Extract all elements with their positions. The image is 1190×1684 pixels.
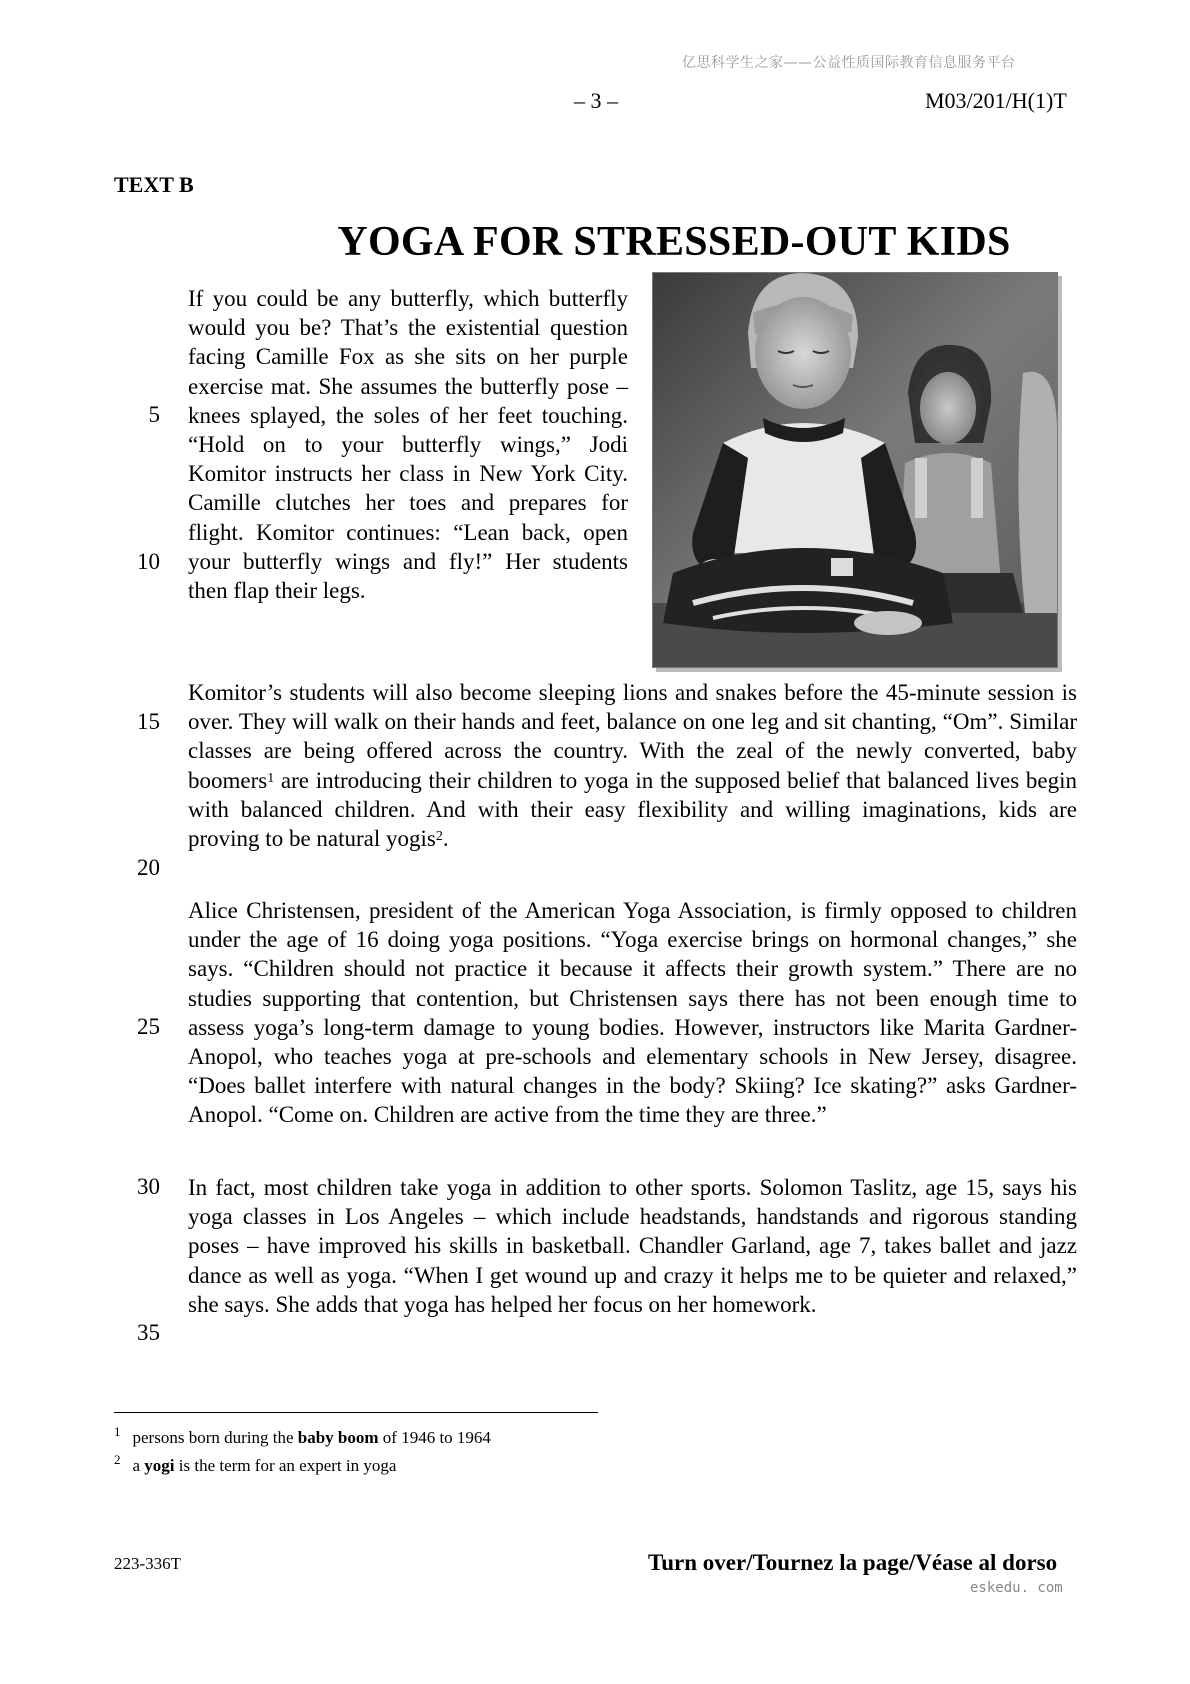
paragraph-2-part-c: . bbox=[442, 826, 449, 852]
paragraph-1: If you could be any butterfly, which butterfly would you be? That’s the existential question facing Camille Fox as she sits on her purple exercise mat. She assumes the butterfly pose – knees splayed, the soles of her feet touching. “Hold on to your butterfly wings,” Jodi Komitor instructs her class in New York City. Camille clutches her toes and prepares for flight. Komitor continues: “Lean back, open your butterfly wings and fly!” Her students then flap their legs. bbox=[188, 286, 628, 604]
paragraph-2-part-b: are introducing their children to yoga in the supposed belief that balanced lives begin with balanced children. And with their easy flexibility and willing imaginations, kids are proving to be natural yogis bbox=[188, 767, 1077, 852]
section-label: TEXT B bbox=[114, 172, 194, 197]
footnote-2-post: is the term for an expert in yoga bbox=[174, 1456, 397, 1475]
line-number-20: 20 bbox=[137, 855, 160, 880]
header-watermark: 亿思科学生之家——公益性质国际教育信息服务平台 bbox=[682, 55, 1016, 71]
footnote-1-marker: 1 bbox=[114, 1424, 121, 1439]
paragraph-4: In fact, most children take yoga in addition to other sports. Solomon Taslitz, age 15, says his yoga classes in Los Angeles – which include headstands, handstands and rigorous standing poses – have improved his skills in basketball. Chandler Garland, age 7, takes ballet and jazz dance as well as yoga. “When I get wound up and crazy it helps me to be quieter and relaxed,” she says. She adds that yoga has helped her focus on her homework. bbox=[188, 1175, 1077, 1317]
footnote-2-pre: a bbox=[132, 1456, 145, 1475]
paragraph-2-part-a: Komitor’s students will also become sleeping lions and snakes before the 45-minute session is over. They will walk on their hands and feet, balance on one leg and sit chanting, “Om”. Similar classes are being offered across the country. With the zeal of the newly converted, baby boomers bbox=[188, 680, 1077, 793]
footnote-ref-1: 1 bbox=[267, 770, 275, 786]
paragraph-3: Alice Christensen, president of the American Yoga Association, is firmly opposed to children under the age of 16 doing yoga positions. “Yoga exercise brings on hormonal changes,” she says. “Children should not practice it because it affects their growth system.” There are no studies supporting that contention, but Christensen says there has not been enough time to assess yoga’s long-term damage to young bodies. However, instructors like Marita Gardner-Anopol, who teaches yoga at pre-schools and elementary schools in New Jersey, disagree. “Does ballet interfere with natural changes in the body? Skiing? Ice skating?” asks Gardner-Anopol. “Come on. Children are active from the time they are three.” bbox=[188, 898, 1077, 1128]
footnote-2 bbox=[114, 1452, 397, 1476]
line-number-30: 30 bbox=[137, 1174, 160, 1199]
article-title-wrap bbox=[0, 218, 1190, 266]
footnote-1-term: baby boom bbox=[297, 1428, 379, 1447]
footer-watermark: eskedu. com bbox=[970, 1580, 1063, 1596]
article-title: YOGA FOR STRESSED-OUT KIDS bbox=[337, 219, 1011, 265]
footnote-1-post: of 1946 to 1964 bbox=[378, 1428, 491, 1447]
line-number-5: 5 bbox=[148, 402, 160, 427]
line-number-35: 35 bbox=[137, 1320, 160, 1345]
line-number-15: 15 bbox=[137, 709, 160, 734]
paragraph-2 bbox=[188, 678, 1077, 853]
line-number-10: 10 bbox=[137, 549, 160, 574]
photo-illustration bbox=[653, 273, 1057, 667]
page-number: – 3 – bbox=[574, 88, 618, 113]
document-code: 223-336T bbox=[114, 1554, 182, 1573]
footnote-2-marker: 2 bbox=[114, 1452, 121, 1467]
exam-code: M03/201/H(1)T bbox=[925, 88, 1067, 113]
yoga-children-photo bbox=[652, 272, 1058, 668]
footnote-2-term: yogi bbox=[144, 1456, 175, 1475]
footnote-1-pre: persons born during the bbox=[132, 1428, 298, 1447]
footnote-1 bbox=[114, 1424, 491, 1448]
line-number-25: 25 bbox=[137, 1014, 160, 1039]
footnote-divider bbox=[114, 1412, 598, 1413]
footnote-ref-2: 2 bbox=[435, 829, 443, 845]
turn-over-note: Turn over/Tournez la page/Véase al dorso bbox=[648, 1550, 1058, 1575]
